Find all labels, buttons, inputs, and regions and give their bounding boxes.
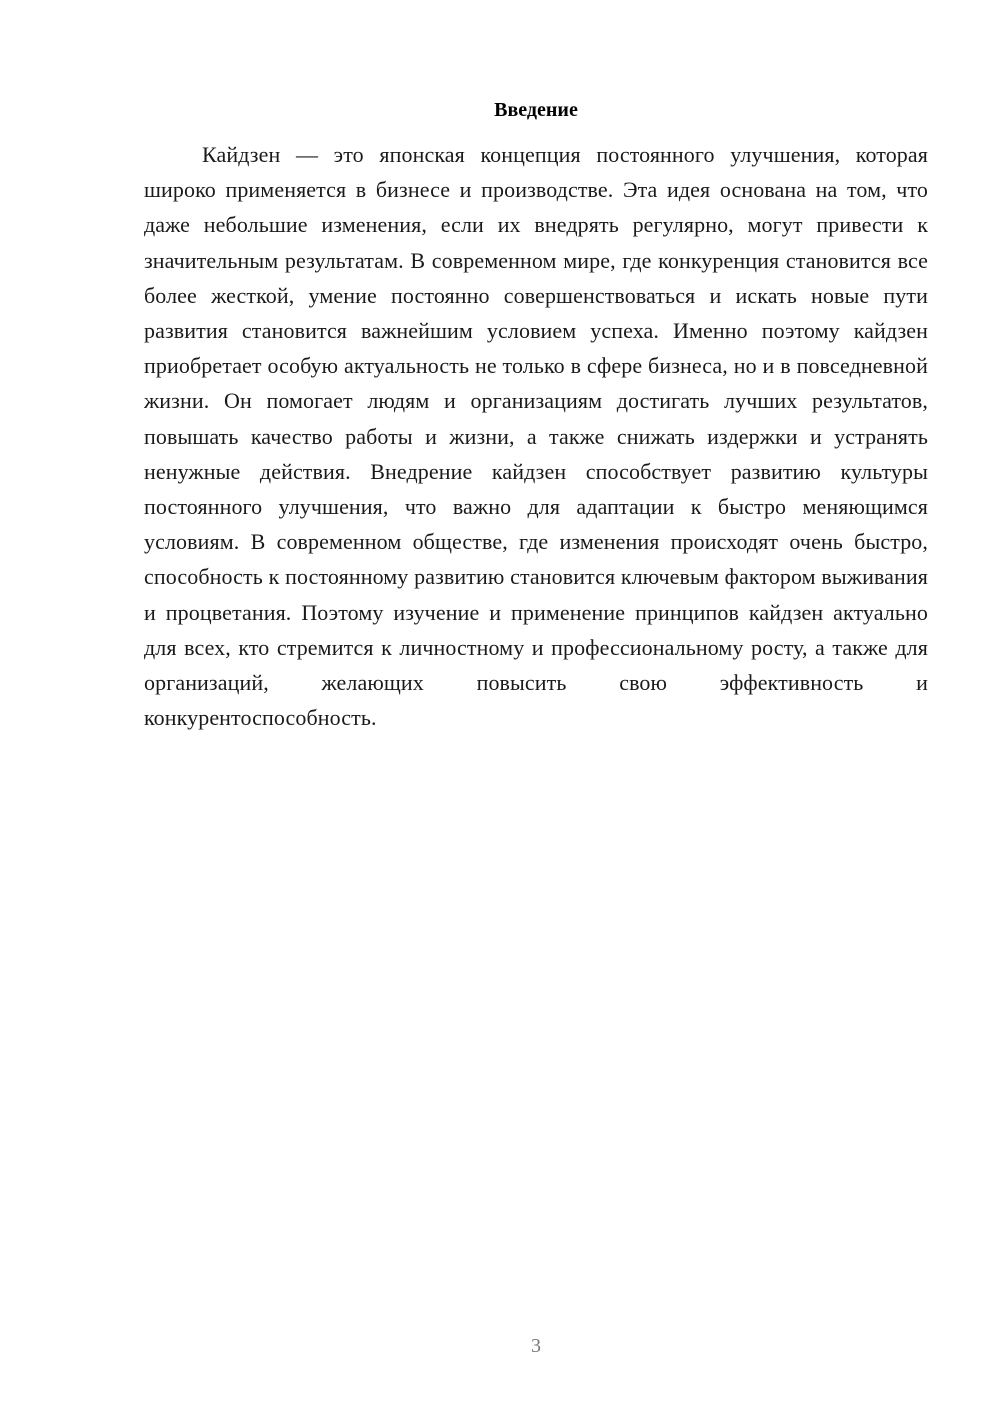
- page-content: [144, 96, 928, 735]
- section-heading: Введение: [494, 99, 578, 121]
- body-paragraph: Кайдзен — это японская концепция постоянного улучшения, которая широко применяется в бизнесе и производстве. Эта идея основана на том, что даже небольшие изменения, если их внедрять регулярно, могут привести к значительным результатам. В современном мире, где конкуренция становится все более жесткой, умение постоянно совершенствоваться и искать новые пути развития становится важнейшим условием успеха. Именно поэтому кайдзен приобретает особую актуальность не только в сфере бизнеса, но и в повседневной жизни. Он помогает людям и организациям достигать лучших результатов, повышать качество работы и жизни, а также снижать издержки и устранять ненужные действия. Внедрение кайдзен способствует развитию культуры постоянного улучшения, что важно для адаптации к быстро меняющимся условиям. В современном обществе, где изменения происходят очень быстро, способность к постоянному развитию становится ключевым фактором выживания и процветания. Поэтому изучение и применение принципов кайдзен актуально для всех, кто стремится к личностному и профессиональному росту, а также для организаций, желающих повысить свою эффективность и конкурентоспособность.: [144, 142, 928, 731]
- page-number: 3: [531, 1335, 541, 1357]
